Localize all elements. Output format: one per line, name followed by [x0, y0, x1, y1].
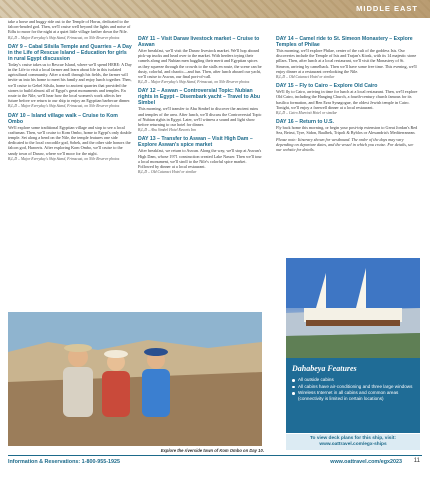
day9-body: Today's cruise takes us to Rescue Island, where we'll spend HERE: A Day in the Life to visit a local farmer and learn about life in this isolated agricultural community. After a stroll through his fields, the farmer will invite us into his home to meet his family and enjoy lunch together. Then, we'll cruise to Gebel Silsila, home to ancient quarries that provided the stones to build almost all of Egypt's great monuments and temples. En route to the Nile, we'll hear how the local women's work affects her future before we return to our ship to enjoy an Egyptian barbecue dinner.: [8, 61, 132, 104]
day11-meals: B,L,D – Major Everyday's Ship Stand, Frimscast, on Nile Reserve photos: [138, 80, 250, 85]
reservations-phone: Information & Reservations: 1-800-955-1925: [8, 459, 121, 465]
day13-title: DAY 13 – Transfer to Aswan – Visit High Dam – Explore Aswan's spice market: [138, 136, 253, 149]
day12-body: This morning, we'll transfer to Abu Simbel to discover the ancient ruins and temples of the area. After lunch, we'll discuss the Controversial Topic of Nubian rights in Egypt. Later, we'll witness a sound and light show before returning to our hotel for dinner.: [138, 106, 262, 128]
day11-title: DAY 11 – Visit Daraw livestock market – Cruise to Aswan: [138, 36, 260, 48]
day14-title: DAY 14 – Camel ride to St. Simeon Monastery – Explore Temples of Philae: [276, 36, 413, 48]
day16-note: Please note: Itinerary shown for westbound. The order of the days may vary depending on departure dates, and the vessel in which you cruise. For details, see our website for details.: [276, 136, 414, 153]
photo-caption: Explore the riverside town of Kom Ombo on Day 10.: [160, 448, 264, 453]
intro-text: take a horse and buggy ride out to the Temple of Horus, dedicated to the falcon-headed god. Then, we'll cruise well beyond the lights and noise of Edfu to moor for the night at a quiet little village farther down the Nile.: [8, 19, 131, 35]
footer-divider: [8, 455, 422, 456]
day10-body: We'll explore some traditional Egyptian village and stop to see a local craftsman. Then, we'll cruise to Kom Ombo, home to Egypt's only double temple. Set along a bend on the Nile, the temple features one side dedicated to the local crocodile god, Sobek, and the other side honors the falcon god, Haroeris. After exploring Kom Ombo, we'll cruise to the sandy town of Daraw, where we'll moor for the night.: [8, 124, 132, 156]
day15-meals: B,L,D – Cairo Marriott Hotel or similar: [276, 111, 338, 116]
ship-features-list: [292, 377, 414, 401]
day10-meals: B,L,D – Major Everyday's Ship Stand, Frimscast, on Nile Reserve photos: [8, 156, 120, 161]
website-link[interactable]: www.oattravel.com/egx2023: [330, 459, 402, 465]
day15-body: We'll fly to Cairo, arriving in time for lunch at a local restaurant. Then, we'll explore Old Cairo, including the Hanging Church, a fourth-century church famous for its basilica formation, and Ben Ezra Synagogue, the oldest Jewish temple in Cairo. Tonight, we'll enjoy a farewell dinner at a local restaurant.: [276, 89, 418, 110]
column-3: [276, 33, 418, 152]
section-label: MIDDLE EAST: [356, 4, 418, 13]
column-2: [138, 33, 262, 175]
day12-meals: B,L,D – Abu Simbel Hotel Resorts Inn: [138, 128, 196, 133]
travelers-illustration: [8, 312, 262, 446]
day14-body: This morning, we'll explore Philae, center of the cult of the goddess Isis. Our discoveries include the Temple of Isis and Trajan's Kiosk, with its 14 majestic stone pillars. Then, after lunch at a local restaurant, we'll visit the Monastery of St. Simeon, arriving by camelback. Then we'll have some free time. This evening, we'll enjoy dinner at a restaurant overlooking the Nile.: [276, 48, 417, 74]
day15-title: DAY 15 – Fly to Cairo – Explore Old Cairo: [276, 83, 378, 90]
feature-item: All outside cabins: [292, 377, 414, 383]
day16-body: Fly back home this morning, or begin your post-trip extension to Great Jordan's Red Sea, Beirut, Tyre, Sidon, Baalbek, Tripoli & Byblos or Alexandria's Mediterranean.: [276, 125, 418, 136]
day13-body: After breakfast, we return to Aswan. Along the way, we'll stop at Aswan's High Dam, whose 1971 construction created Lake Nasser. Then we'll tour a local monument, we'll stroll to the Nile's colorful spice market. Followed by dinner at a local restaurant.: [138, 148, 262, 170]
ship-features-box: [286, 358, 420, 433]
day11-body: After breakfast, we'll visit the Daraw livestock market. We'll hop aboard pick-up trucks and head over to the market. With herders trying their camels along and Nubian men haggling their merit and Egyptian spices as they squeeze through the crowds to the stalls en route, the scene can be dusty, colorful, and chaotic—and fun. Then, after lunch aboard our yacht, we'll cruise to Aswan, our final port-of-call.: [138, 48, 262, 80]
day12-title: DAY 12 – Aswan – Controversial Topic: Nubian rights in Egypt – Disembark yacht – Travel to Abu Simbel: [138, 88, 261, 107]
page-number: 11: [413, 458, 420, 464]
travelers-photo: [8, 312, 262, 446]
deck-plans-box: [286, 434, 420, 450]
day10-title: DAY 10 – Island village walk – Cruise to Kom Ombo: [8, 112, 118, 125]
day9-meals: B,L,D – Major Everyday's Ship Stand, Frimscast, on Nile Reserve photos: [8, 104, 120, 109]
column-1: [8, 19, 132, 162]
feature-item: All cabins have air-conditioning and three large windows: [292, 384, 414, 390]
ship-features-title: Dahabeya Features: [292, 364, 357, 373]
day13-meals: B,L,D – Old Cataract Hotel or similar: [138, 170, 197, 175]
deck-plans-link[interactable]: www.oattravel.com/egx-ships: [319, 442, 387, 447]
deck-plans-text: To view deck plans for this ship, visit:: [309, 436, 396, 441]
day9-title: DAY 9 – Cabal Silsila Temple and Quarries – A Day in the Life of Rescue Island – Education for girls in rural Egypt discussion: [8, 43, 132, 62]
day16-title: DAY 16 – Return to U.S.: [276, 119, 334, 126]
dahabeya-photo: [286, 258, 420, 358]
boat-illustration: [286, 258, 420, 358]
intro-meals: B,L,D – Major Everyday's Ship Stand, Frimscast, on Nile Reserve photos: [8, 35, 120, 40]
feature-item: Wireless Internet in all cabins and common areas (connectivity is limited in certain locations): [292, 390, 414, 401]
day14-meals: B,L,D – Old Cataract Hotel or similar: [276, 75, 335, 80]
